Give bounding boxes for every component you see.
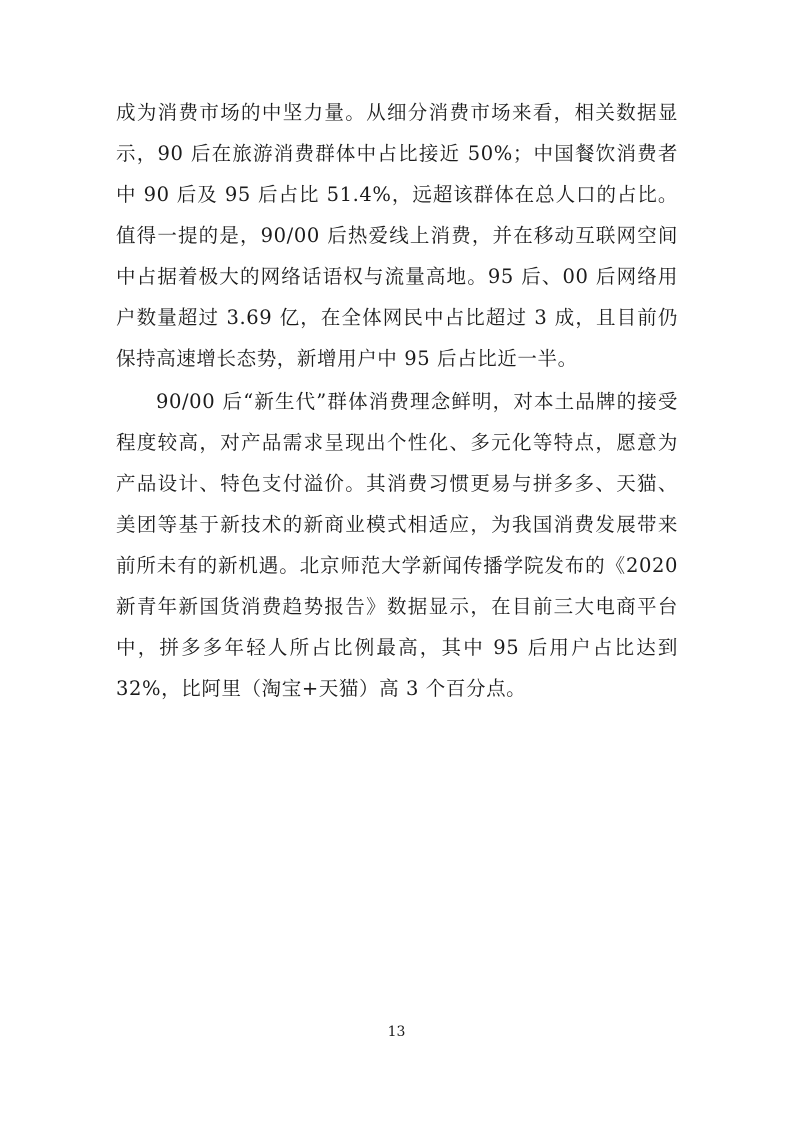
paragraph-1: 成为消费市场的中坚力量。从细分消费市场来看，相关数据显示，90 后在旅游消费群体中占比接近 50%；中国餐饮消费者中 90 后及 95 后占比 51.4%，远超该群体在总人口的占比。值得一提的是，90/00 后热爱线上消费，并在移动互联网空间中占据着极大的网络话语权与流量高地。95 后、00 后网络用户数量超过 3.69 亿，在全体网民中占比超过 3 成，且目前仍保持高速增长态势，新增用户中 95 后占比近一半。 — [116, 101, 678, 370]
document-body — [116, 92, 678, 709]
paragraph-2: 90/00 后“新生代”群体消费理念鲜明，对本土品牌的接受程度较高，对产品需求呈现出个性化、多元化等特点，愿意为产品设计、特色支付溢价。其消费习惯更易与拼多多、天猫、美团等基于新技术的新商业模式相适应，为我国消费发展带来前所未有的新机遇。北京师范大学新闻传播学院发布的《2020 新青年新国货消费趋势报告》数据显示，在目前三大电商平台中，拼多多年轻人所占比例最高，其中 95 后用户占比达到 32%，比阿里（淘宝+天猫）高 3 个百分点。 — [116, 390, 678, 700]
page-number: 13 — [387, 1024, 406, 1040]
